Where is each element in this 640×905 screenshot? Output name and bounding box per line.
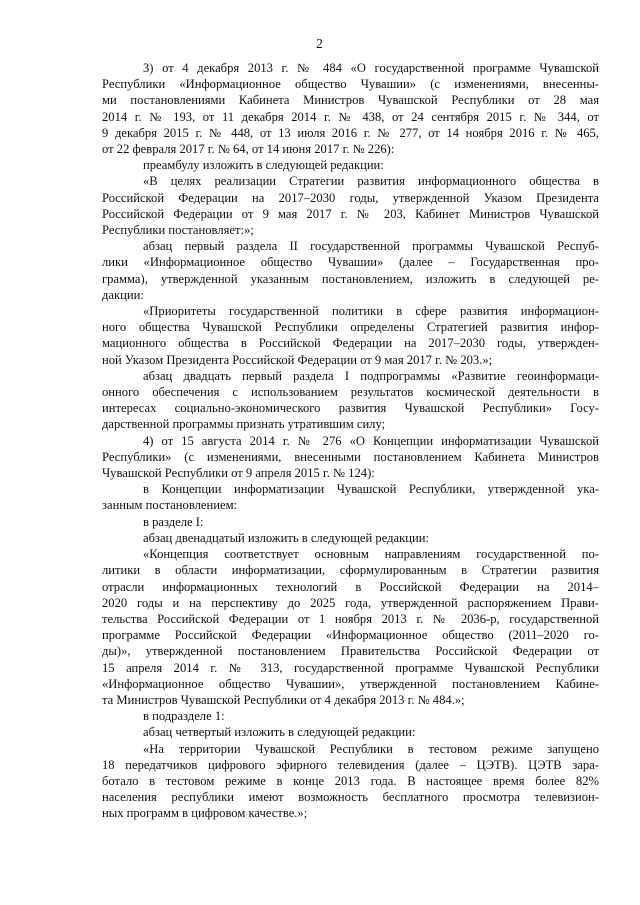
paragraph	[102, 238, 599, 303]
paragraph	[102, 157, 599, 173]
text-line: в разделе I:	[143, 514, 204, 529]
text-line: абзац двадцать первый раздела I подпрограммы «Развитие геоинформаци-	[143, 368, 599, 383]
text-line: «В целях реализации Стратегии развития информационного общества в	[143, 174, 599, 189]
text-line: грамма), утвержденной указанным постановлением, изложить в следующей ре-	[102, 271, 599, 286]
text-line: от 22 февраля 2017 г. № 64, от 14 июня 2017 г. № 226):	[102, 142, 395, 157]
text-line: 3) от 4 декабря 2013 г. № 484 «О государственной программе Чувашской	[143, 61, 599, 75]
text-line: Республики постановляет:»;	[102, 223, 254, 238]
text-line: Республики «Информационное общество Чувашии» (с изменениями, внесенны-	[102, 77, 599, 92]
paragraph	[102, 546, 599, 708]
paragraph	[102, 708, 599, 724]
text-line: программе Российской Федерации «Информационное общество (2011–2020 го-	[102, 628, 599, 643]
text-line: населения республики имеют возможность бесплатного просмотра телевизион-	[102, 790, 599, 805]
text-line: Российской Федерации на 2017–2030 годы, утвержденной Указом Президента	[102, 190, 599, 205]
text-line: Российской Федерации от 9 мая 2017 г. № 203, Кабинет Министров Чувашской	[102, 206, 599, 221]
text-line: ми постановлениями Кабинета Министров Чувашской Республики от 28 мая	[102, 93, 599, 108]
text-line: ных программ в цифровом качестве.»;	[102, 806, 308, 821]
text-line: в Концепции информатизации Чувашской Республики, утвержденной ука-	[143, 482, 599, 497]
text-line: абзац первый раздела II государственной программы Чувашской Респуб-	[143, 239, 599, 254]
text-line: ды)», утвержденной постановлением Правительства Российской Федерации от	[102, 644, 599, 659]
text-line: абзац двенадцатый изложить в следующей редакции:	[143, 530, 429, 545]
paragraph	[102, 173, 599, 238]
text-line: занным постановлением:	[102, 498, 238, 513]
text-line: ного общества Чувашской Республики определены Стратегией развития инфор-	[102, 320, 599, 335]
text-line: ботало в тестовом режиме в конце 2013 года. В настоящее время более 82%	[102, 773, 599, 788]
text-line: 4) от 15 августа 2014 г. № 276 «О Концепции информатизации Чувашской	[143, 433, 599, 448]
text-line: «Приоритеты государственной политики в сфере развития информацион-	[143, 304, 599, 319]
text-line: интересах социально-экономического развития Чувашской Республики» Госу-	[102, 401, 599, 416]
document-body	[102, 60, 599, 822]
text-line: 18 передатчиков цифрового эфирного телевидения (далее – ЦЭТВ). ЦЭТВ зара-	[102, 757, 599, 772]
text-line: та Министров Чувашской Республики от 4 декабря 2013 г. № 484.»;	[102, 692, 465, 707]
text-line: дарственной программы признать утратившим силу;	[102, 417, 386, 432]
text-line: тельства Российской Федерации от 1 ноября 2013 г. № 2036-р, государственной	[102, 611, 599, 626]
paragraph	[102, 368, 599, 433]
text-line: 15 апреля 2014 г. № 313, государственной программе Чувашской Республики	[102, 660, 599, 675]
paragraph	[102, 530, 599, 546]
paragraph	[102, 60, 599, 157]
text-line: онного обеспечения с использованием результатов космической деятельности в	[102, 385, 599, 400]
paragraph	[102, 741, 599, 822]
text-line: отрасли информационных технологий в Российской Федерации на 2014–	[102, 579, 599, 594]
text-line: 2020 годы и на перспективу до 2025 года, утвержденной распоряжением Прави-	[102, 595, 599, 610]
paragraph	[102, 433, 599, 482]
text-line: «На территории Чувашской Республики в тестовом режиме запущено	[143, 741, 599, 756]
page-number: 2	[316, 36, 323, 51]
text-line: Республики» (с изменениями, внесенными постановлением Кабинета Министров	[102, 449, 599, 464]
text-line: ной Указом Президента Российской Федерации от 9 мая 2017 г. № 203.»;	[102, 352, 493, 367]
text-line: преамбулу изложить в следующей редакции:	[143, 158, 384, 173]
text-line: Чувашской Республики от 9 апреля 2015 г. № 124):	[102, 466, 375, 481]
paragraph	[102, 303, 599, 368]
text-line: литики в области информатизации, сформулированным в Стратегии развития	[102, 563, 599, 578]
text-line: «Концепция соответствует основным направлениям государственной по-	[143, 547, 599, 562]
paragraph	[102, 514, 599, 530]
text-line: лики «Информационное общество Чувашии» (далее – Государственная про-	[102, 255, 599, 270]
text-line: «Информационное общество Чувашии», утвержденной постановлением Кабине-	[102, 676, 599, 691]
text-line: 9 декабря 2015 г. № 448, от 13 июля 2016 г. № 277, от 14 ноября 2016 г. № 465,	[102, 125, 599, 140]
text-line: дакции:	[102, 287, 144, 302]
paragraph	[102, 481, 599, 513]
text-line: в подразделе 1:	[143, 709, 225, 724]
text-line: абзац четвертый изложить в следующей редакции:	[143, 725, 416, 740]
paragraph	[102, 724, 599, 740]
text-line: мационного общества в Российской Федерации на 2017–2030 годы, утвержден-	[102, 336, 599, 351]
text-line: 2014 г. № 193, от 11 декабря 2014 г. № 438, от 24 сентября 2015 г. № 344, от	[102, 109, 599, 124]
